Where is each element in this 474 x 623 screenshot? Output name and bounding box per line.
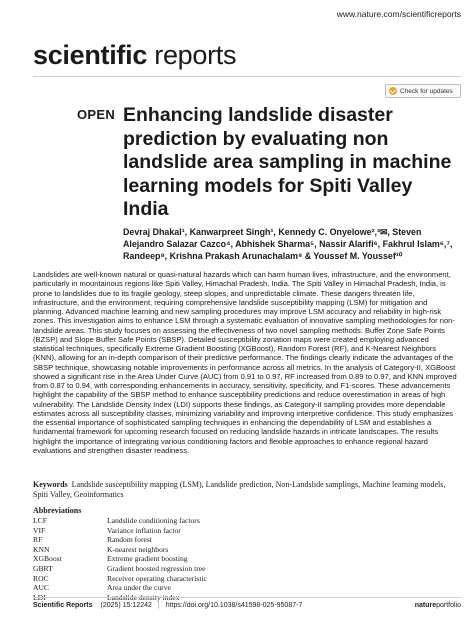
keywords	[33, 480, 453, 500]
footer-journal: Scientific Reports	[33, 602, 93, 609]
author-list[interactable]: Devraj Dhakal¹, Kanwarpreet Singh¹, Kennedy C. Onyelowe²,³✉, Steven Alejandro Salazar Cazco⁴, Abhishek Sharma⁵, Nassir Alarifi⁶, Fakhrul Islam⁶,⁷, Randeep⁸, Krishna Prakash Arunachalam⁹ & Youssef M. Youssef¹⁰	[123, 227, 453, 261]
abbreviations-heading: Abbreviations	[33, 506, 82, 515]
journal-logo[interactable]	[33, 40, 236, 71]
abbreviation-row	[33, 535, 207, 545]
abbreviation-row	[33, 526, 207, 536]
abbreviation-row	[33, 583, 207, 593]
abbreviation-row	[33, 574, 207, 584]
abbreviation-term: VIF	[33, 525, 46, 535]
footer-citation: (2025) 15:12242	[100, 602, 152, 609]
keywords-label: Keywords	[33, 480, 68, 489]
open-access-label: OPEN	[77, 107, 116, 122]
abbreviation-meaning: Area under the curve	[107, 583, 171, 593]
abbreviation-meaning: Landslide conditioning factors	[107, 516, 200, 525]
abbreviation-row	[33, 554, 207, 564]
journal-name-bold: scientific	[33, 40, 148, 70]
page-footer	[33, 602, 461, 609]
journal-url[interactable]: www.nature.com/scientificreports	[336, 9, 461, 19]
abbreviation-meaning: Receiver operating characteristic	[107, 573, 207, 583]
abbreviation-row	[33, 545, 207, 555]
keywords-text: Landslide susceptibility mapping (LSM), Landslide prediction, Non-Landslide samplings, Machine learning models, Spiti Valley, Geoinformatics	[33, 480, 446, 499]
abbreviations-list	[33, 516, 207, 602]
footer-doi-link[interactable]: https://doi.org/10.1038/s41598-025-95087-7	[165, 602, 303, 609]
footer-separator: |	[157, 602, 160, 609]
abbreviation-meaning: Variance inflation factor	[107, 525, 181, 535]
abbreviation-term: XGBoost	[33, 554, 62, 564]
abbreviation-term: ROC	[33, 573, 49, 583]
abbreviation-term: AUC	[33, 583, 50, 593]
abbreviation-term: RF	[33, 535, 43, 545]
abstract: Landslides are well-known natural or quasi-natural hazards which can harm human lives, infrastructure, and the environment, particularly in mountainous regions like Spiti Valley, Himachal Pradesh, India. The Spiti Valley in Himachal Pradesh, India, is prone to landslides due to its fragile geology, steep slopes, and unpredictable climate. These dangers threaten life, infrastructure, and the environment, requiring comprehensive landslide susceptibility mapping (LSM) for mitigation and planning. Advanced machine learning and new sampling procedures may improve LSM accuracy and reliability in high-risk zones. This investigation aims to enhance LSM through a systematic evaluation of innovative sampling methodologies for non-landslide areas. This study focuses on assessing the effectiveness of two novel sampling methods: Buffer Zone Safe Points (BZSP) and Slope Buffer Safe Points (SBSP). Detailed susceptibility zonation maps were created employing advanced statistical techniques, specifically Extreme Gradient Boosting (XGBoost), Random Forest (RF), and K-Nearest Neighbors (KNN), allowing for an in-depth comparison of their predictive performance. The findings clearly indicate the advantages of the SBSP technique, showcasing notable improvements in performance across all metrics. In the analysis of Category-II, XGBoost showed a significant rise in the Area Under Curve (AUC) from 0.91 to 0.97, RF increased from 0.89 to 0.97, and KNN improved from 0.87 to 0.94, with corresponding enhancements in accuracy, sensitivity, specificity, and F1-scores. These advancements highlight the capability of the SBSP method to enhance susceptibility predictions and reduce overestimation in areas of high vulnerability. The Landslide Density Index (LDI) supports these findings, as Category-II sampling provides more dependable estimates across all susceptibility classes, minimizing variability and improving interpretive confidence. This study emphasizes the essential importance of sophisticated sampling techniques in enhancing the dependability of LSM and establishes a fundamental framework for upcoming research focused on reducing landslide hazards in intricate landscapes. The results highlight the importance of integrating various conditioning factors and flexible approaches to enhance regional hazard evaluations and strengthen disaster readiness.	[33, 270, 457, 455]
publisher-bold: nature	[414, 602, 437, 609]
footer-divider	[33, 597, 461, 598]
abbreviation-meaning: Extreme gradient boosting	[107, 554, 188, 564]
abbreviation-meaning: Gradient boosted regression tree	[107, 563, 206, 573]
journal-name-regular: reports	[147, 40, 237, 70]
abbreviation-row	[33, 564, 207, 574]
article-title: Enhancing landslide disaster prediction by evaluating non landslide area sampling in machine learning models for Spiti Valley India	[123, 104, 452, 220]
abbreviation-term: KNN	[33, 544, 50, 554]
abbreviation-term: GBRT	[33, 563, 53, 573]
header-divider	[33, 76, 461, 77]
abbreviation-row	[33, 516, 207, 526]
check-updates-button[interactable]	[385, 84, 461, 98]
nature-portfolio-logo	[415, 602, 461, 609]
abbreviation-term: LCF	[33, 516, 47, 525]
abbreviation-meaning: Random forest	[107, 535, 152, 545]
check-updates-label: Check for updates	[400, 87, 453, 95]
publisher-regular: portfolio	[436, 602, 461, 609]
checkmark-icon	[389, 87, 397, 95]
abbreviation-meaning: K-nearest neighbors	[107, 544, 169, 554]
